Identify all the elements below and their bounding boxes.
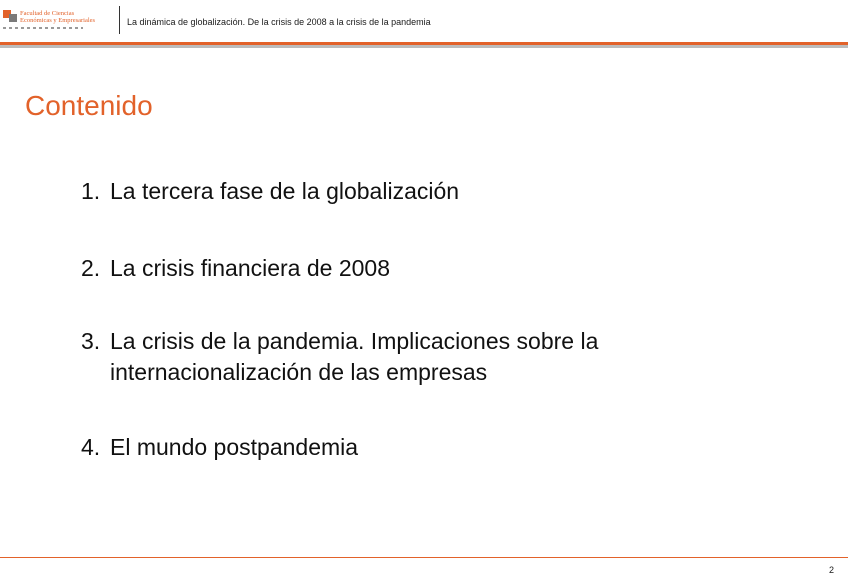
agenda-item — [81, 326, 750, 388]
agenda-item-number: 2. — [81, 255, 101, 281]
logo-text-line1: Facultad de Ciencias — [20, 10, 75, 17]
agenda-item-number: 4. — [81, 434, 101, 460]
agenda-item — [81, 176, 459, 207]
faculty-logo-icon — [3, 10, 17, 24]
footer-rule — [0, 557, 848, 558]
agenda-item-text: La crisis financiera de 2008 — [110, 255, 390, 281]
slide-title: Contenido — [25, 90, 153, 121]
header-divider — [119, 6, 120, 34]
logo-subtext — [3, 27, 83, 29]
logo-text-line2: Económicas y Empresariales — [20, 17, 96, 24]
presentation-title: La dinámica de globalización. De la crisis de 2008 a la crisis de la pandemia — [127, 17, 431, 27]
slide-header — [0, 0, 848, 42]
agenda-item-text: La crisis de la pandemia. Implicaciones sobre la internacionalización de las empresas — [110, 328, 599, 385]
agenda-item — [81, 432, 358, 463]
agenda-item-text: La tercera fase de la globalización — [110, 178, 460, 204]
agenda-item-text: El mundo postpandemia — [110, 434, 359, 460]
header-gray-rule — [0, 45, 848, 48]
agenda-item-number: 3. — [81, 328, 101, 354]
faculty-logo — [3, 10, 113, 32]
agenda-item-number: 1. — [81, 178, 101, 204]
page-number: 2 — [828, 565, 834, 575]
agenda-item — [81, 253, 390, 284]
